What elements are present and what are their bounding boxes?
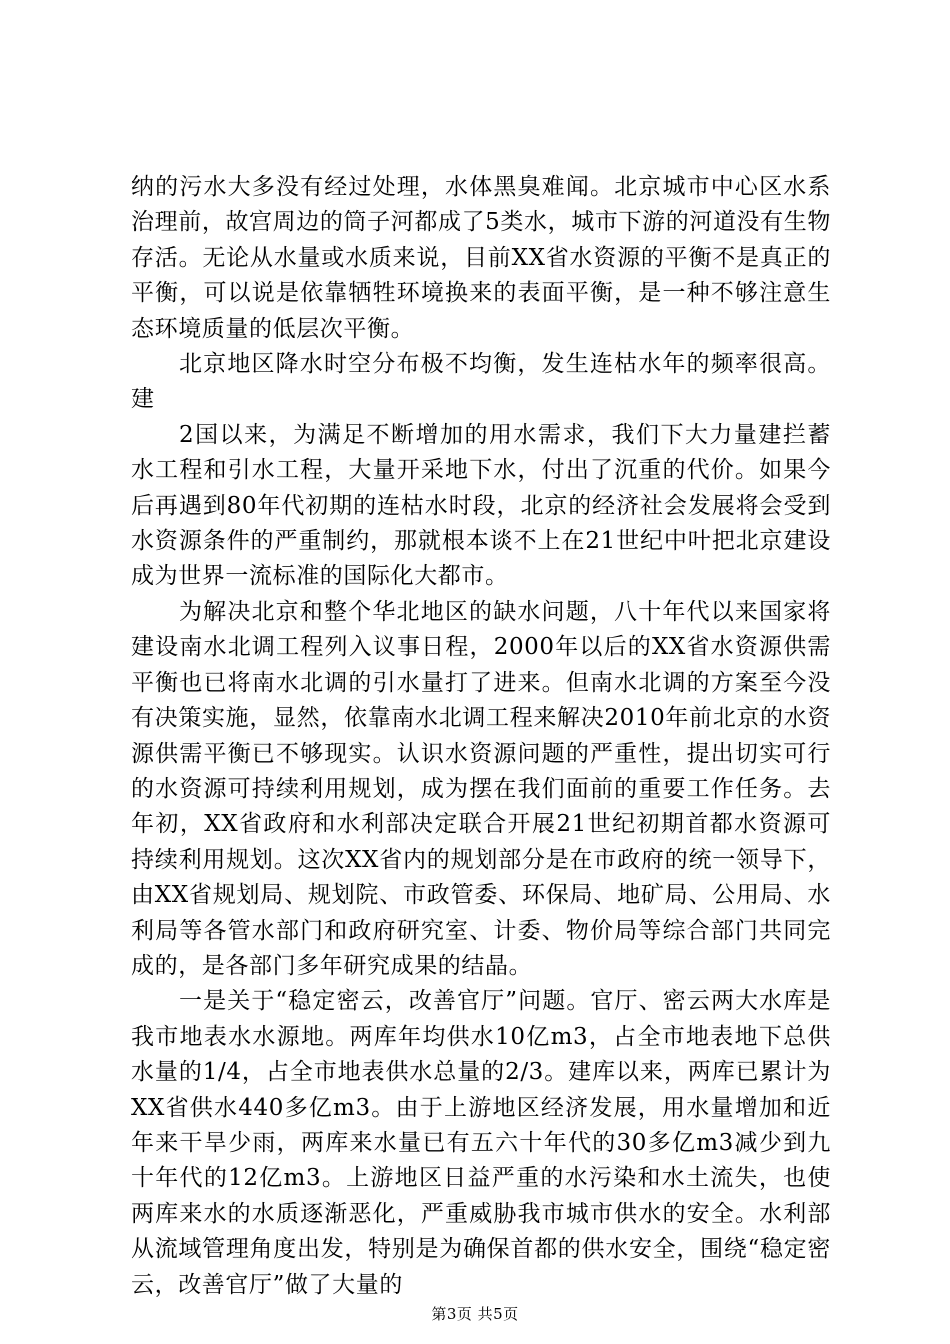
paragraph-5: 一是关于“稳定密云，改善官厅”问题。官厅、密云两大水库是我市地表水水源地。两库年均供水10亿m3，占全市地表地下总供水量的1/4，占全市地表供水总量的2/3。建库以来，两库已累计为XX省供水440多亿m3。由于上游地区经济发展，用水量增加和近年来干旱少雨，两库来水量已有五六十年代的30多亿m3减少到九十年代的12亿m3。上游地区日益严重的水污染和水土流失，也使两库来水的水质逐渐恶化，严重威胁我市城市供水的安全。水利部从流域管理角度出发，特别是为确保首都的供水安全，围绕“稳定密云，改善官厅”做了大量的 (131, 988, 831, 1298)
paragraph-2: 北京地区降水时空分布极不均衡，发生连枯水年的频率很高。建 (131, 351, 831, 413)
page-footer: 第3页 共5页 (431, 1305, 519, 1323)
paragraph-3: 2国以来，为满足不断增加的用水需求，我们下大力量建拦蓄水工程和引水工程，大量开采地下水，付出了沉重的代价。如果今后再遇到80年代初期的连枯水时段，北京的经济社会发展将会受到水资源条件的严重制约，那就根本谈不上在21世纪中叶把北京建设成为世界一流标准的国际化大都市。 (131, 421, 831, 590)
document-body (131, 170, 831, 1303)
paragraph-4: 为解决北京和整个华北地区的缺水问题，八十年代以来国家将建设南水北调工程列入议事日程，2000年以后的XX省水资源供需平衡也已将南水北调的引水量打了进来。但南水北调的方案至今没有决策实施，显然，依靠南水北调工程来解决2010年前北京的水资源供需平衡已不够现实。认识水资源问题的严重性，提出切实可行的水资源可持续利用规划，成为摆在我们面前的重要工作任务。去年初，XX省政府和水利部决定联合开展21世纪初期首都水资源可持续利用规划。这次XX省内的规划部分是在市政府的统一领导下，由XX省规划局、规划院、市政管委、环保局、地矿局、公用局、水利局等各管水部门和政府研究室、计委、物价局等综合部门共同完成的，是各部门多年研究成果的结晶。 (131, 598, 831, 979)
paragraph-1: 纳的污水大多没有经过处理，水体黑臭难闻。北京城市中心区水系治理前，故宫周边的筒子河都成了5类水，城市下游的河道没有生物存活。无论从水量或水质来说，目前XX省水资源的平衡不是真正的平衡，可以说是依靠牺牲环境换来的表面平衡，是一种不够注意生态环境质量的低层次平衡。 (131, 174, 831, 342)
